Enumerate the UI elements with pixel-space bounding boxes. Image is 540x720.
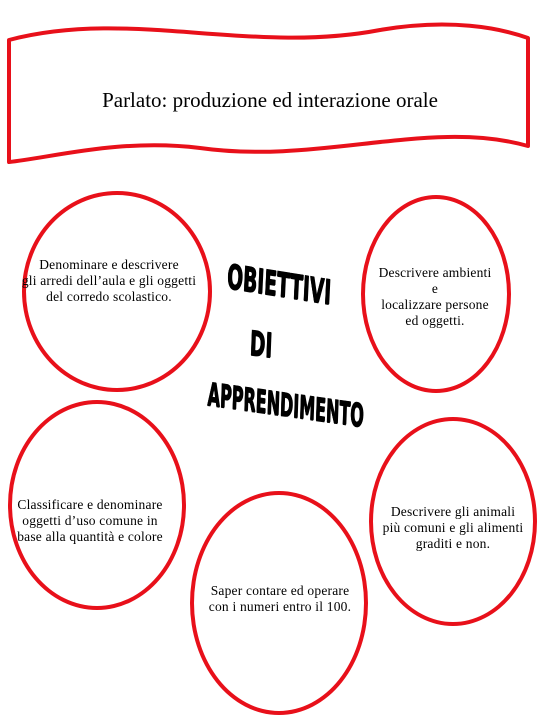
objective-5-line-1: Saper contare ed operare	[210, 583, 350, 598]
objective-1-line-1: Denominare e descrivere	[39, 257, 179, 272]
objectives-heading-line-1: OBIETTIVI	[226, 256, 332, 314]
objective-text-2	[360, 265, 510, 329]
objective-3-line-1: Classificare e denominare	[17, 497, 163, 512]
objectives-heading-line-2: DI	[249, 323, 273, 367]
objective-4-line-1: Descrivere gli animali	[390, 504, 516, 519]
objective-5-line-2: con i numeri entro il 100.	[208, 599, 352, 614]
objective-4-line-3: graditi e non.	[415, 536, 491, 551]
objective-text-1	[4, 257, 214, 305]
objectives-heading-line-3: APPRENDIMENTO	[206, 375, 365, 435]
objective-1-line-2: gli arredi dell’aula e gli oggetti	[21, 273, 197, 288]
objective-1-line-3: del corredo scolastico.	[46, 289, 172, 304]
objective-text-3	[0, 497, 180, 545]
page-title: Parlato: produzione ed interazione orale	[102, 88, 438, 112]
objective-text-5	[190, 583, 370, 615]
objective-text-4	[368, 504, 538, 552]
objective-2-line-3: localizzare persone	[381, 297, 489, 312]
objective-3-line-2: oggetti d’uso comune in	[22, 513, 158, 528]
objective-2-line-4: ed oggetti.	[405, 313, 465, 328]
objective-3-line-3: base alla quantità e colore	[17, 529, 163, 544]
objective-4-line-2: più comuni e gli alimenti	[382, 520, 524, 535]
objective-2-line-1: Descrivere ambienti	[378, 265, 492, 280]
objective-2-line-2: e	[431, 281, 439, 296]
